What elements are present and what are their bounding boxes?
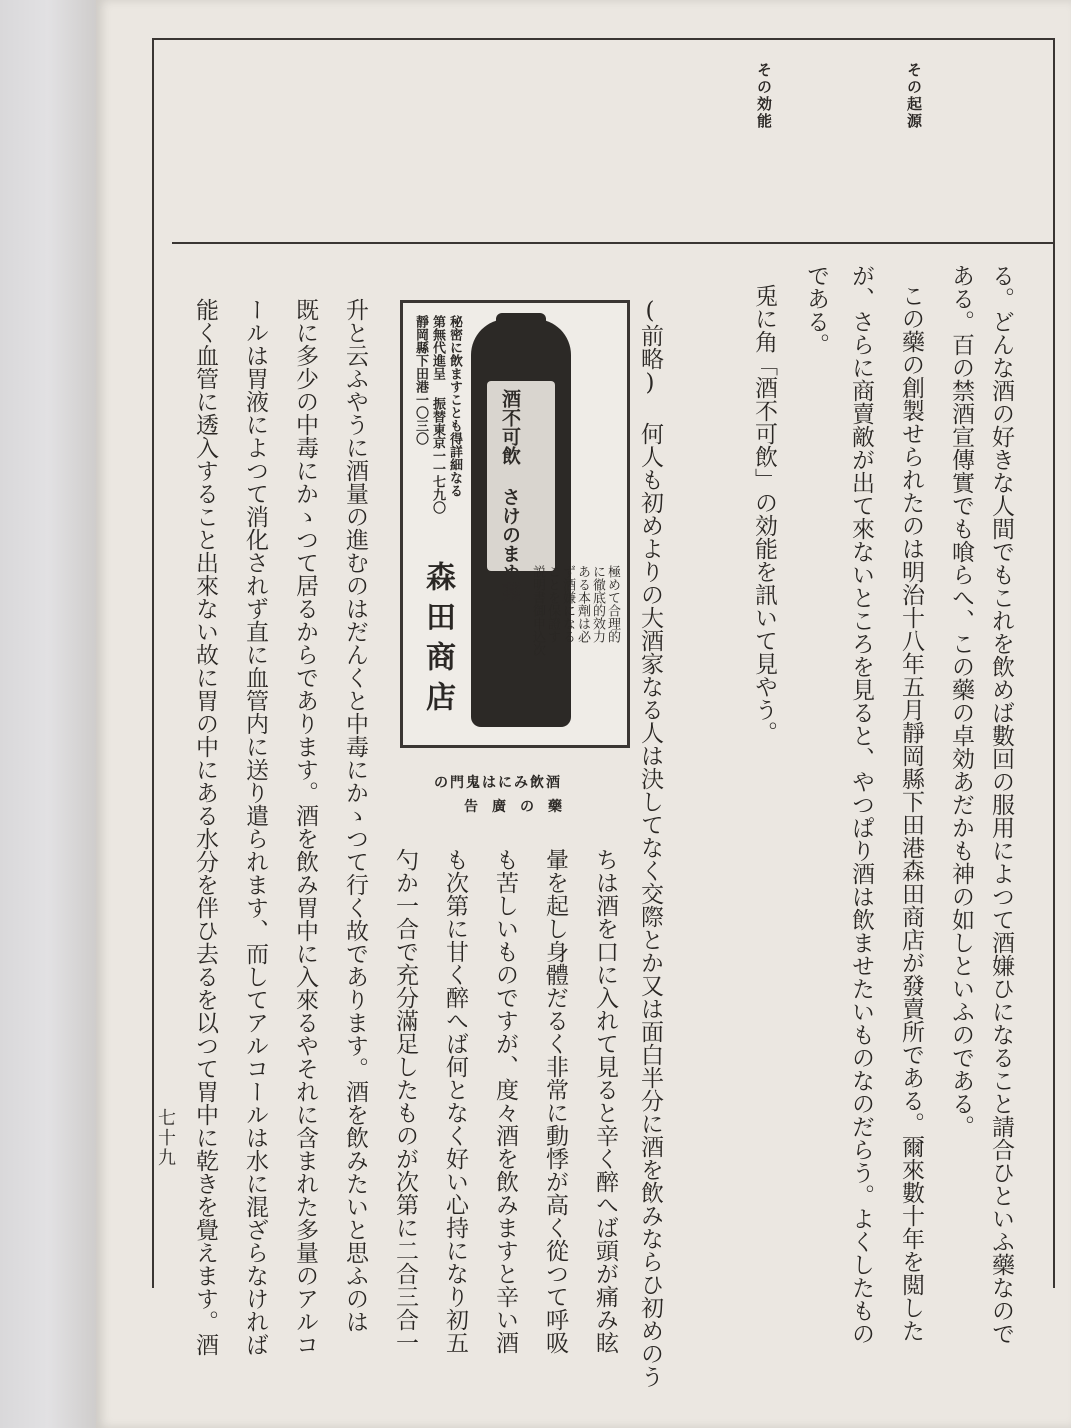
book-page bbox=[96, 0, 1071, 1428]
heading-efficacy: その効能 bbox=[755, 62, 773, 130]
text-column: 升と云ふやうに酒量の進むのはだんくと中毒にかゝつて行く故であります。酒を飲みたいと思ふのは bbox=[342, 298, 368, 1333]
text-column: ールは胃液によつて消化されず直に血管内に送り遣られます、而してアルコールは水に混ざらなければ bbox=[242, 298, 268, 1356]
background-surface bbox=[0, 0, 96, 1428]
bottle-illustration bbox=[471, 319, 571, 727]
ad-note: 説明書御申込次 bbox=[530, 565, 545, 656]
text-column: も苦しいものですが、度々酒を飲みますと辛い酒 bbox=[492, 848, 518, 1354]
ad-note: に徹底的效力 bbox=[590, 565, 605, 643]
text-column: である。 bbox=[803, 264, 829, 356]
ad-caption-line1: 酒飲みには鬼門の bbox=[434, 775, 562, 791]
page-number: 七十九 bbox=[155, 1108, 176, 1168]
text-column: 能く血管に透入すること出來ない故に胃の中にある水分を伴ひ去るを以つて胃中に乾きを覺えます。酒 bbox=[192, 298, 218, 1356]
text-column: が、さらに商賣敵が出て來ないところを見ると、やつぱり酒は飲ませたいものなのだらう。よくしたもの bbox=[848, 264, 874, 1345]
frame-left-rule bbox=[152, 38, 154, 1288]
frame-top-rule bbox=[152, 38, 1054, 40]
bottle-label-text: 酒不可飲 さけのまぬ薬 bbox=[499, 389, 521, 601]
ad-note: ことを保證す bbox=[545, 565, 560, 643]
section-divider-rule bbox=[172, 242, 1053, 244]
ad-caption-line2: 藥の廣告 bbox=[464, 799, 576, 815]
ad-note: ず酒嫌になる bbox=[560, 565, 575, 643]
ad-offer-line: 第無代進呈 bbox=[430, 315, 445, 380]
bottle-neck bbox=[496, 313, 546, 357]
frame-right-rule bbox=[1053, 38, 1055, 1288]
ad-note: ある本劑は必 bbox=[575, 565, 590, 643]
ad-postal-line: 振替東京一一七九〇 bbox=[430, 397, 445, 514]
heading-origin: その起源 bbox=[905, 62, 923, 130]
text-column: ちは酒を口に入れて見ると辛く醉へば頭が痛み眩 bbox=[592, 848, 618, 1354]
ad-reorder-line: 秘密に飲ますことも得詳細なる bbox=[447, 315, 462, 497]
advertisement-box bbox=[400, 300, 630, 748]
text-column: ある。百の禁酒宣傳實でも喰らへ、この藥の卓効あだかも神の如しといふのである。 bbox=[948, 264, 974, 1138]
ad-shop-name: 森田商店 bbox=[420, 561, 455, 721]
text-column: 勺か一合で充分滿足したものが次第に二合三合一 bbox=[392, 848, 418, 1354]
text-column: この藥の創製せられたのは明治十八年五月靜岡縣下田港森田商店が發賣所である。爾來數十年を閲した bbox=[898, 284, 924, 1342]
ad-address-line: 靜岡縣下田港一〇三〇 bbox=[413, 315, 428, 445]
text-column: 既に多少の中毒にかゝつて居るからであります。酒を飲み胃中に入來るやそれに含まれた多量のアルコ bbox=[292, 298, 318, 1356]
ad-note: 極めて合理的 bbox=[605, 565, 620, 643]
text-column-intro: 兎に角「酒不可飲」の効能を訊いて見やう。 bbox=[751, 284, 777, 744]
text-column: 暈を起し身體だるく非常に動悸が高く從つて呼吸 bbox=[542, 848, 568, 1354]
text-column: (前略) 何人も初めよりの大酒家なる人は決してなく交際とか又は面白半分に酒を飲みならひ初めのう bbox=[637, 298, 663, 1388]
text-column: る。どんな酒の好きな人間でもこれを飲めば數回の服用によつて酒嫌ひになること請合ひといふ藥なので bbox=[988, 264, 1014, 1345]
text-column: も次第に甘く醉へば何となく好い心持になり初五 bbox=[442, 848, 468, 1354]
